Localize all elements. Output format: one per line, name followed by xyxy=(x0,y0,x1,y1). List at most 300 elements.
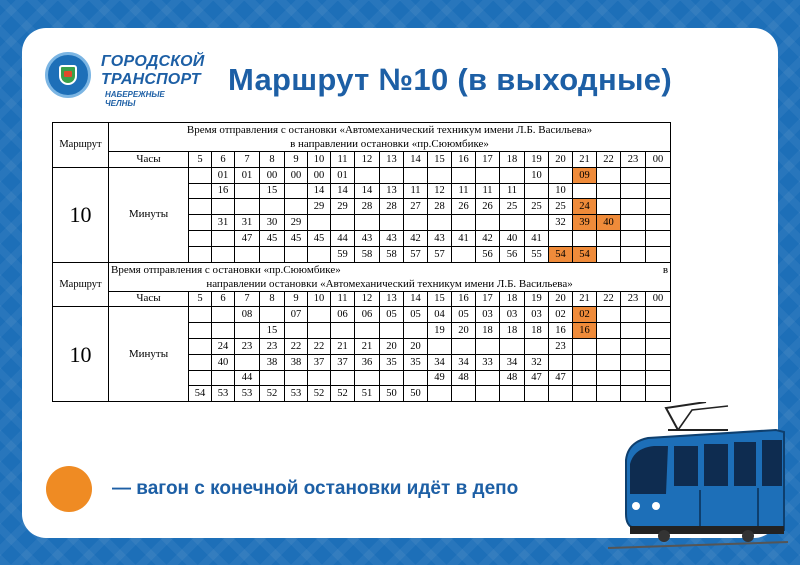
minute-cell: 37 xyxy=(308,354,331,370)
minute-cell: 43 xyxy=(355,230,380,246)
minute-cell: 14 xyxy=(355,183,380,199)
hour-cell: 14 xyxy=(404,152,428,168)
minute-cell: 25 xyxy=(549,199,573,215)
minute-cell xyxy=(452,167,476,183)
minutes-row xyxy=(53,167,671,183)
hour-cell: 7 xyxy=(235,152,260,168)
departure-description xyxy=(109,262,671,291)
minute-cell: 48 xyxy=(500,370,525,386)
route-header: Маршрут xyxy=(53,123,109,168)
minute-cell: 53 xyxy=(235,386,260,402)
minute-cell: 08 xyxy=(235,307,260,323)
route-header: Маршрут xyxy=(53,262,109,307)
minute-cell xyxy=(260,199,285,215)
minute-cell xyxy=(573,370,597,386)
minute-cell xyxy=(355,167,380,183)
minute-cell: 30 xyxy=(260,215,285,231)
minute-cell xyxy=(355,323,380,339)
minute-cell xyxy=(476,215,500,231)
minute-cell xyxy=(452,386,476,402)
minute-cell: 20 xyxy=(452,323,476,339)
hour-cell: 22 xyxy=(597,291,621,307)
minute-cell: 09 xyxy=(573,167,597,183)
minute-cell xyxy=(235,323,260,339)
minute-cell: 29 xyxy=(308,199,331,215)
hour-cell: 20 xyxy=(549,152,573,168)
minute-cell xyxy=(235,246,260,262)
hour-cell: 16 xyxy=(452,152,476,168)
minute-cell xyxy=(597,183,621,199)
minute-cell xyxy=(597,370,621,386)
logo-text-line1: ГОРОДСКОЙ xyxy=(101,53,205,70)
minute-cell: 02 xyxy=(549,307,573,323)
minute-cell: 13 xyxy=(380,183,404,199)
hour-cell: 18 xyxy=(500,152,525,168)
hour-cell: 15 xyxy=(428,152,452,168)
minute-cell xyxy=(212,370,235,386)
minute-cell: 54 xyxy=(549,246,573,262)
minute-cell: 42 xyxy=(476,230,500,246)
minute-cell xyxy=(525,215,549,231)
minute-cell xyxy=(189,230,212,246)
minute-cell xyxy=(308,246,331,262)
minute-cell: 55 xyxy=(525,246,549,262)
minute-cell xyxy=(428,215,452,231)
minute-cell: 31 xyxy=(212,215,235,231)
hour-cell: 17 xyxy=(476,291,500,307)
minute-cell: 32 xyxy=(549,215,573,231)
minute-cell: 23 xyxy=(549,338,573,354)
minute-cell: 28 xyxy=(380,199,404,215)
minute-cell xyxy=(621,307,646,323)
minute-cell: 53 xyxy=(212,386,235,402)
minute-cell xyxy=(308,307,331,323)
hour-cell: 12 xyxy=(355,291,380,307)
minute-cell xyxy=(597,246,621,262)
minutes-label: Минуты xyxy=(109,307,189,402)
minute-cell: 16 xyxy=(212,183,235,199)
minute-cell: 11 xyxy=(500,183,525,199)
table1-hours-row xyxy=(53,152,671,168)
minute-cell: 11 xyxy=(476,183,500,199)
minute-cell: 21 xyxy=(355,338,380,354)
minute-cell xyxy=(189,354,212,370)
minute-cell xyxy=(549,167,573,183)
minute-cell: 59 xyxy=(331,246,355,262)
minute-cell xyxy=(235,183,260,199)
minute-cell xyxy=(621,246,646,262)
minute-cell xyxy=(189,323,212,339)
route-number: 10 xyxy=(53,167,109,262)
hour-cell: 8 xyxy=(260,291,285,307)
minute-cell xyxy=(404,370,428,386)
departure-stop xyxy=(109,263,670,277)
minute-cell xyxy=(597,354,621,370)
minute-cell xyxy=(476,167,500,183)
hour-cell: 19 xyxy=(525,152,549,168)
minute-cell: 14 xyxy=(331,183,355,199)
minute-cell: 47 xyxy=(235,230,260,246)
logo-text-line3: НАБЕРЕЖНЫЕ ЧЕЛНЫ xyxy=(105,90,165,108)
minute-cell xyxy=(500,215,525,231)
minute-cell: 29 xyxy=(285,215,308,231)
minute-cell: 40 xyxy=(597,215,621,231)
minute-cell: 51 xyxy=(355,386,380,402)
minute-cell xyxy=(597,386,621,402)
minute-cell xyxy=(621,386,646,402)
minute-cell xyxy=(646,370,671,386)
minute-cell xyxy=(331,370,355,386)
hour-cell: 23 xyxy=(621,291,646,307)
minute-cell: 03 xyxy=(525,307,549,323)
minute-cell: 32 xyxy=(525,354,549,370)
minute-cell xyxy=(597,323,621,339)
minute-cell: 25 xyxy=(500,199,525,215)
minute-cell xyxy=(646,338,671,354)
minute-cell: 50 xyxy=(380,386,404,402)
minute-cell xyxy=(525,386,549,402)
minute-cell: 34 xyxy=(500,354,525,370)
hour-cell: 12 xyxy=(355,152,380,168)
minute-cell: 24 xyxy=(212,338,235,354)
hour-cell: 8 xyxy=(260,152,285,168)
minute-cell xyxy=(549,386,573,402)
minute-cell xyxy=(597,307,621,323)
hour-cell: 7 xyxy=(235,291,260,307)
hour-cell: 15 xyxy=(428,291,452,307)
minute-cell: 38 xyxy=(260,354,285,370)
schedule-tables xyxy=(52,122,669,402)
minute-cell xyxy=(646,183,671,199)
minute-cell xyxy=(476,386,500,402)
minute-cell: 27 xyxy=(404,199,428,215)
minute-cell xyxy=(189,183,212,199)
minute-cell: 26 xyxy=(476,199,500,215)
minute-cell: 52 xyxy=(308,386,331,402)
minute-cell: 34 xyxy=(428,354,452,370)
minute-cell: 03 xyxy=(500,307,525,323)
minute-cell xyxy=(380,323,404,339)
minute-cell: 20 xyxy=(404,338,428,354)
minute-cell xyxy=(331,323,355,339)
minute-cell xyxy=(500,338,525,354)
hour-cell: 11 xyxy=(331,152,355,168)
minute-cell: 50 xyxy=(404,386,428,402)
table2-header-row xyxy=(53,262,671,291)
hour-cell: 13 xyxy=(380,291,404,307)
minute-cell xyxy=(404,215,428,231)
minute-cell xyxy=(189,199,212,215)
hour-cell: 00 xyxy=(646,291,671,307)
hour-cell: 9 xyxy=(285,291,308,307)
route-number: 10 xyxy=(53,307,109,402)
minute-cell: 19 xyxy=(428,323,452,339)
minute-cell: 03 xyxy=(476,307,500,323)
minute-cell: 54 xyxy=(573,246,597,262)
minute-cell xyxy=(573,354,597,370)
hour-cell: 5 xyxy=(189,152,212,168)
minute-cell xyxy=(621,370,646,386)
minute-cell: 04 xyxy=(428,307,452,323)
hour-cell: 21 xyxy=(573,291,597,307)
minute-cell: 44 xyxy=(235,370,260,386)
minute-cell xyxy=(285,199,308,215)
departure-description xyxy=(109,123,671,152)
minute-cell xyxy=(646,215,671,231)
table2-hours-row xyxy=(53,291,671,307)
minute-cell xyxy=(212,323,235,339)
minute-cell: 16 xyxy=(573,323,597,339)
hour-cell: 19 xyxy=(525,291,549,307)
minute-cell xyxy=(597,338,621,354)
hour-cell: 22 xyxy=(597,152,621,168)
minute-cell: 52 xyxy=(331,386,355,402)
minute-cell xyxy=(621,199,646,215)
minute-cell: 15 xyxy=(260,183,285,199)
departure-stop-text: Время отправления с остановки «пр.Сююмбике» xyxy=(111,263,341,276)
minute-cell xyxy=(235,199,260,215)
hour-cell: 14 xyxy=(404,291,428,307)
city-emblem-icon xyxy=(45,52,91,98)
minute-cell: 34 xyxy=(452,354,476,370)
minute-cell xyxy=(646,230,671,246)
minute-cell: 23 xyxy=(260,338,285,354)
minute-cell: 11 xyxy=(404,183,428,199)
minute-cell: 47 xyxy=(525,370,549,386)
minute-cell xyxy=(525,338,549,354)
minute-cell xyxy=(597,167,621,183)
minute-cell: 00 xyxy=(285,167,308,183)
minute-cell: 33 xyxy=(476,354,500,370)
minute-cell: 10 xyxy=(549,183,573,199)
minute-cell: 21 xyxy=(331,338,355,354)
minute-cell: 35 xyxy=(380,354,404,370)
minute-cell: 05 xyxy=(380,307,404,323)
minute-cell: 18 xyxy=(476,323,500,339)
minute-cell: 38 xyxy=(285,354,308,370)
tram-illustration xyxy=(608,402,788,552)
minute-cell xyxy=(285,323,308,339)
minute-cell xyxy=(212,199,235,215)
departure-stop: Время отправления с остановки «Автомеханический техникум имени Л.Б. Васильева» xyxy=(186,124,593,136)
minute-cell: 06 xyxy=(331,307,355,323)
minute-cell xyxy=(212,230,235,246)
minute-cell: 00 xyxy=(308,167,331,183)
minute-cell xyxy=(621,230,646,246)
minute-cell xyxy=(646,386,671,402)
minute-cell: 06 xyxy=(355,307,380,323)
minute-cell xyxy=(285,183,308,199)
minute-cell xyxy=(573,338,597,354)
hour-cell: 16 xyxy=(452,291,476,307)
minute-cell: 02 xyxy=(573,307,597,323)
page-title: Маршрут №10 (в выходные) xyxy=(228,62,672,97)
minute-cell: 01 xyxy=(331,167,355,183)
minute-cell xyxy=(189,167,212,183)
minute-cell xyxy=(597,199,621,215)
minute-cell xyxy=(452,338,476,354)
minute-cell xyxy=(380,167,404,183)
minute-cell xyxy=(476,338,500,354)
minute-cell: 57 xyxy=(404,246,428,262)
minute-cell xyxy=(308,370,331,386)
minute-cell xyxy=(308,323,331,339)
hour-cell: 10 xyxy=(308,152,331,168)
minute-cell: 44 xyxy=(331,230,355,246)
hour-cell: 21 xyxy=(573,152,597,168)
minute-cell: 11 xyxy=(452,183,476,199)
direction-stop: в направлении остановки «пр.Сююмбике» xyxy=(290,138,489,150)
minute-cell: 45 xyxy=(308,230,331,246)
minute-cell xyxy=(573,386,597,402)
minute-cell xyxy=(380,370,404,386)
minute-cell xyxy=(646,323,671,339)
minute-cell: 22 xyxy=(308,338,331,354)
departure-stop-end: в xyxy=(662,263,669,276)
hour-cell: 17 xyxy=(476,152,500,168)
minute-cell xyxy=(380,215,404,231)
minute-cell: 52 xyxy=(260,386,285,402)
hour-cell: 9 xyxy=(285,152,308,168)
minute-cell xyxy=(452,246,476,262)
minute-cell: 58 xyxy=(380,246,404,262)
minute-cell: 23 xyxy=(235,338,260,354)
minute-cell: 26 xyxy=(452,199,476,215)
minute-cell xyxy=(621,338,646,354)
city-transport-logo xyxy=(45,50,205,110)
minute-cell: 15 xyxy=(260,323,285,339)
minute-cell xyxy=(212,246,235,262)
minute-cell: 40 xyxy=(500,230,525,246)
minute-cell xyxy=(646,167,671,183)
minute-cell xyxy=(428,338,452,354)
hours-label: Часы xyxy=(109,152,189,168)
minute-cell: 14 xyxy=(308,183,331,199)
minute-cell xyxy=(621,323,646,339)
minute-cell: 25 xyxy=(525,199,549,215)
minute-cell: 41 xyxy=(452,230,476,246)
table1-header-row xyxy=(53,123,671,152)
minute-cell: 10 xyxy=(525,167,549,183)
minute-cell: 40 xyxy=(212,354,235,370)
minute-cell xyxy=(525,183,549,199)
minute-cell: 41 xyxy=(525,230,549,246)
minute-cell: 35 xyxy=(404,354,428,370)
minute-cell: 29 xyxy=(331,199,355,215)
minute-cell: 18 xyxy=(525,323,549,339)
hour-cell: 5 xyxy=(189,291,212,307)
hour-cell: 23 xyxy=(621,152,646,168)
hour-cell: 20 xyxy=(549,291,573,307)
minute-cell: 54 xyxy=(189,386,212,402)
legend-text: — вагон с конечной остановки идёт в депо xyxy=(112,478,519,499)
minute-cell: 42 xyxy=(404,230,428,246)
hour-cell: 13 xyxy=(380,152,404,168)
minute-cell: 47 xyxy=(549,370,573,386)
minute-cell: 28 xyxy=(355,199,380,215)
hour-cell: 00 xyxy=(646,152,671,168)
minutes-label: Минуты xyxy=(109,167,189,262)
direction-stop: направлении остановки «Автомеханический техникум имени Л.Б. Васильева» xyxy=(206,277,573,290)
minute-cell: 36 xyxy=(355,354,380,370)
minute-cell: 45 xyxy=(285,230,308,246)
minute-cell xyxy=(621,354,646,370)
minute-cell: 49 xyxy=(428,370,452,386)
minute-cell: 43 xyxy=(380,230,404,246)
minute-cell: 20 xyxy=(380,338,404,354)
minute-cell xyxy=(646,307,671,323)
hour-cell: 6 xyxy=(212,152,235,168)
minute-cell xyxy=(235,354,260,370)
minute-cell: 53 xyxy=(285,386,308,402)
minute-cell xyxy=(549,230,573,246)
minute-cell xyxy=(476,370,500,386)
minute-cell: 16 xyxy=(549,323,573,339)
minute-cell xyxy=(212,307,235,323)
logo-text-line2: ТРАНСПОРТ xyxy=(101,71,201,88)
minute-cell xyxy=(260,370,285,386)
minute-cell: 00 xyxy=(260,167,285,183)
minute-cell xyxy=(428,386,452,402)
minute-cell xyxy=(621,215,646,231)
minute-cell: 43 xyxy=(428,230,452,246)
hour-cell: 6 xyxy=(212,291,235,307)
minute-cell xyxy=(189,338,212,354)
minute-cell xyxy=(646,246,671,262)
minute-cell: 56 xyxy=(476,246,500,262)
minute-cell: 57 xyxy=(428,246,452,262)
minute-cell: 28 xyxy=(428,199,452,215)
minute-cell xyxy=(404,167,428,183)
legend-depot-marker xyxy=(46,466,92,512)
minute-cell: 39 xyxy=(573,215,597,231)
minute-cell: 01 xyxy=(212,167,235,183)
minute-cell xyxy=(189,215,212,231)
minute-cell xyxy=(452,215,476,231)
minutes-row xyxy=(53,307,671,323)
minute-cell: 31 xyxy=(235,215,260,231)
minute-cell: 07 xyxy=(285,307,308,323)
minute-cell: 24 xyxy=(573,199,597,215)
minute-cell xyxy=(189,246,212,262)
minute-cell xyxy=(646,199,671,215)
minute-cell xyxy=(500,386,525,402)
minute-cell xyxy=(549,354,573,370)
minute-cell: 18 xyxy=(500,323,525,339)
minute-cell xyxy=(285,370,308,386)
minute-cell xyxy=(646,354,671,370)
hour-cell: 11 xyxy=(331,291,355,307)
minute-cell: 45 xyxy=(260,230,285,246)
minute-cell: 05 xyxy=(452,307,476,323)
minute-cell xyxy=(260,246,285,262)
minute-cell xyxy=(308,215,331,231)
minute-cell: 56 xyxy=(500,246,525,262)
minute-cell: 22 xyxy=(285,338,308,354)
minute-cell: 37 xyxy=(331,354,355,370)
minute-cell xyxy=(428,167,452,183)
minute-cell: 01 xyxy=(235,167,260,183)
minute-cell: 48 xyxy=(452,370,476,386)
minute-cell xyxy=(189,307,212,323)
minute-cell xyxy=(573,230,597,246)
minute-cell xyxy=(404,323,428,339)
hours-label: Часы xyxy=(109,291,189,307)
minute-cell xyxy=(621,167,646,183)
hour-cell: 18 xyxy=(500,291,525,307)
minute-cell: 58 xyxy=(355,246,380,262)
minute-cell xyxy=(331,215,355,231)
